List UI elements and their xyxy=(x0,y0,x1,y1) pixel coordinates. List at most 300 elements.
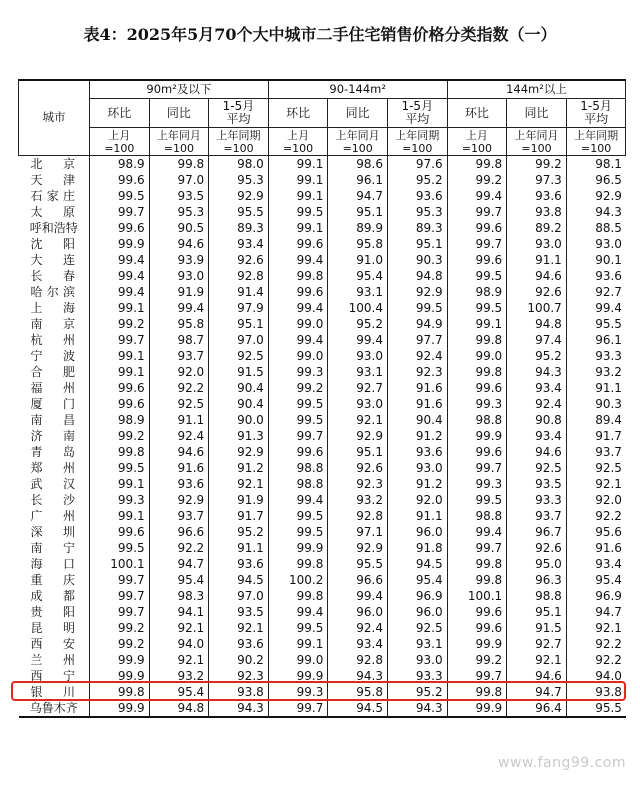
value-cell: 95.2 xyxy=(328,316,388,332)
value-cell: 99.4 xyxy=(90,252,150,268)
city-cell xyxy=(19,204,90,220)
subheader-ytd-line2: 平均 xyxy=(226,112,251,126)
value-cell: 94.3 xyxy=(566,204,626,220)
value-cell: 99.1 xyxy=(447,316,507,332)
table-row xyxy=(19,236,626,252)
table-row xyxy=(19,636,626,652)
value-cell: 95.2 xyxy=(387,172,447,188)
value-cell: 99.8 xyxy=(268,268,328,284)
value-cell: 91.7 xyxy=(209,508,269,524)
city-cell xyxy=(19,268,90,284)
value-cell: 94.6 xyxy=(507,444,567,460)
value-cell: 96.1 xyxy=(328,172,388,188)
table-row xyxy=(19,300,626,316)
city-name: 深 圳 xyxy=(30,525,75,539)
value-cell: 98.1 xyxy=(566,156,626,173)
base-yoy-line2: =100 xyxy=(521,141,552,155)
value-cell: 96.6 xyxy=(328,572,388,588)
city-cell xyxy=(19,652,90,668)
value-cell: 94.5 xyxy=(328,700,388,717)
value-cell: 95.2 xyxy=(209,524,269,540)
value-cell: 99.0 xyxy=(447,348,507,364)
value-cell: 99.4 xyxy=(447,524,507,540)
city-name: 西 安 xyxy=(30,637,75,651)
value-cell: 92.8 xyxy=(328,652,388,668)
value-cell: 93.2 xyxy=(566,364,626,380)
table-row xyxy=(19,652,626,668)
base-yoy-line1: 上年同月 xyxy=(514,128,559,142)
city-name: 青 岛 xyxy=(30,445,75,459)
value-cell: 99.2 xyxy=(90,428,150,444)
value-cell: 92.9 xyxy=(328,428,388,444)
value-cell: 90.3 xyxy=(566,396,626,412)
value-cell: 93.0 xyxy=(387,652,447,668)
value-cell: 95.5 xyxy=(566,316,626,332)
value-cell: 94.3 xyxy=(507,364,567,380)
value-cell: 99.1 xyxy=(268,220,328,236)
value-cell: 92.7 xyxy=(507,636,567,652)
value-cell: 93.4 xyxy=(566,556,626,572)
value-cell: 94.1 xyxy=(149,604,209,620)
price-index-table xyxy=(18,79,626,718)
base-ytd xyxy=(387,128,447,156)
value-cell: 91.5 xyxy=(209,364,269,380)
value-cell: 99.1 xyxy=(268,636,328,652)
value-cell: 99.0 xyxy=(268,348,328,364)
value-cell: 98.8 xyxy=(268,460,328,476)
value-cell: 92.0 xyxy=(387,492,447,508)
value-cell: 99.1 xyxy=(90,300,150,316)
value-cell: 92.9 xyxy=(149,492,209,508)
value-cell: 98.8 xyxy=(507,588,567,604)
table-row xyxy=(19,524,626,540)
value-cell: 99.2 xyxy=(90,620,150,636)
city-cell xyxy=(19,508,90,524)
base-yoy xyxy=(328,128,388,156)
value-cell: 93.5 xyxy=(507,476,567,492)
city-name: 乌鲁木齐 xyxy=(29,701,78,715)
value-cell: 90.4 xyxy=(209,396,269,412)
value-cell: 94.8 xyxy=(387,268,447,284)
value-cell: 100.1 xyxy=(447,588,507,604)
value-cell: 93.1 xyxy=(328,284,388,300)
base-ytd xyxy=(209,128,269,156)
value-cell: 99.5 xyxy=(447,268,507,284)
table-body xyxy=(19,156,626,718)
table-row xyxy=(19,444,626,460)
value-cell: 92.6 xyxy=(507,540,567,556)
value-cell: 96.6 xyxy=(149,524,209,540)
value-cell: 93.3 xyxy=(507,492,567,508)
value-cell: 91.2 xyxy=(387,428,447,444)
value-cell: 99.1 xyxy=(90,348,150,364)
value-cell: 100.7 xyxy=(507,300,567,316)
value-cell: 95.4 xyxy=(149,572,209,588)
table-row xyxy=(19,412,626,428)
value-cell: 99.6 xyxy=(268,284,328,300)
value-cell: 99.4 xyxy=(328,332,388,348)
value-cell: 99.5 xyxy=(268,396,328,412)
subheader-ytd-line2: 平均 xyxy=(584,112,609,126)
value-cell: 98.9 xyxy=(90,156,150,173)
value-cell: 92.8 xyxy=(209,268,269,284)
value-cell: 99.7 xyxy=(90,588,150,604)
value-cell: 94.9 xyxy=(387,316,447,332)
value-cell: 92.1 xyxy=(209,476,269,492)
value-cell: 93.8 xyxy=(209,684,269,700)
table-row xyxy=(19,492,626,508)
table-row xyxy=(19,684,626,700)
base-yoy xyxy=(507,128,567,156)
value-cell: 99.3 xyxy=(90,492,150,508)
value-cell: 99.9 xyxy=(90,668,150,684)
value-cell: 90.2 xyxy=(209,652,269,668)
value-cell: 91.2 xyxy=(209,460,269,476)
watermark: www.fang99.com xyxy=(498,755,626,771)
city-name: 昆 明 xyxy=(30,621,75,635)
value-cell: 91.8 xyxy=(387,540,447,556)
subheader-yoy: 同比 xyxy=(328,99,388,128)
value-cell: 94.8 xyxy=(149,700,209,717)
value-cell: 89.9 xyxy=(328,220,388,236)
value-cell: 97.7 xyxy=(387,332,447,348)
value-cell: 95.1 xyxy=(328,204,388,220)
value-cell: 95.4 xyxy=(566,572,626,588)
value-cell: 97.0 xyxy=(149,172,209,188)
value-cell: 93.2 xyxy=(328,492,388,508)
value-cell: 99.2 xyxy=(268,380,328,396)
table-row xyxy=(19,204,626,220)
value-cell: 99.6 xyxy=(90,396,150,412)
value-cell: 92.3 xyxy=(387,364,447,380)
base-ytd-line2: =100 xyxy=(402,141,433,155)
city-cell xyxy=(19,348,90,364)
value-cell: 98.8 xyxy=(447,508,507,524)
value-cell: 92.5 xyxy=(566,460,626,476)
value-cell: 99.4 xyxy=(268,300,328,316)
value-cell: 95.0 xyxy=(507,556,567,572)
value-cell: 94.6 xyxy=(149,444,209,460)
value-cell: 99.4 xyxy=(268,604,328,620)
value-cell: 92.7 xyxy=(328,380,388,396)
value-cell: 92.2 xyxy=(149,380,209,396)
value-cell: 99.3 xyxy=(447,396,507,412)
value-cell: 93.6 xyxy=(209,636,269,652)
value-cell: 96.4 xyxy=(507,700,567,717)
value-cell: 99.9 xyxy=(268,540,328,556)
value-cell: 94.5 xyxy=(387,556,447,572)
value-cell: 92.4 xyxy=(387,348,447,364)
value-cell: 94.7 xyxy=(566,604,626,620)
value-cell: 92.6 xyxy=(209,252,269,268)
base-mom-line2: =100 xyxy=(461,141,492,155)
value-cell: 95.5 xyxy=(209,204,269,220)
value-cell: 99.2 xyxy=(507,156,567,173)
value-cell: 95.4 xyxy=(328,268,388,284)
value-cell: 99.6 xyxy=(447,620,507,636)
value-cell: 94.8 xyxy=(507,316,567,332)
value-cell: 92.5 xyxy=(209,348,269,364)
subheader-ytd xyxy=(566,99,626,128)
value-cell: 94.3 xyxy=(328,668,388,684)
value-cell: 94.7 xyxy=(149,556,209,572)
value-cell: 99.7 xyxy=(90,204,150,220)
base-mom xyxy=(268,128,328,156)
value-cell: 95.1 xyxy=(387,236,447,252)
value-cell: 94.7 xyxy=(328,188,388,204)
value-cell: 93.0 xyxy=(328,348,388,364)
value-cell: 93.6 xyxy=(387,188,447,204)
value-cell: 98.3 xyxy=(149,588,209,604)
table-row xyxy=(19,396,626,412)
value-cell: 90.1 xyxy=(566,252,626,268)
value-cell: 93.4 xyxy=(209,236,269,252)
value-cell: 92.2 xyxy=(149,540,209,556)
value-cell: 92.2 xyxy=(566,508,626,524)
value-cell: 99.9 xyxy=(268,668,328,684)
table-row xyxy=(19,380,626,396)
value-cell: 88.5 xyxy=(566,220,626,236)
city-cell xyxy=(19,220,90,236)
value-cell: 99.1 xyxy=(90,364,150,380)
city-name: 南 宁 xyxy=(30,541,75,555)
subheader-mom: 环比 xyxy=(90,99,150,128)
value-cell: 96.5 xyxy=(566,172,626,188)
value-cell: 92.2 xyxy=(566,652,626,668)
value-cell: 99.8 xyxy=(447,156,507,173)
city-cell xyxy=(19,636,90,652)
value-cell: 91.6 xyxy=(149,460,209,476)
city-cell xyxy=(19,572,90,588)
value-cell: 99.5 xyxy=(90,460,150,476)
value-cell: 92.7 xyxy=(566,284,626,300)
value-cell: 90.8 xyxy=(507,412,567,428)
base-mom-line2: =100 xyxy=(104,141,135,155)
value-cell: 91.1 xyxy=(209,540,269,556)
value-cell: 93.0 xyxy=(149,268,209,284)
value-cell: 99.5 xyxy=(447,492,507,508)
value-cell: 99.4 xyxy=(268,252,328,268)
city-cell xyxy=(19,620,90,636)
value-cell: 90.3 xyxy=(387,252,447,268)
value-cell: 99.9 xyxy=(90,236,150,252)
value-cell: 99.7 xyxy=(90,572,150,588)
value-cell: 99.7 xyxy=(447,236,507,252)
value-cell: 99.3 xyxy=(268,364,328,380)
city-cell xyxy=(19,156,90,173)
subheader-ytd xyxy=(387,99,447,128)
city-cell xyxy=(19,700,90,717)
value-cell: 94.6 xyxy=(149,236,209,252)
value-cell: 99.1 xyxy=(268,156,328,173)
city-column-header: 城市 xyxy=(19,80,90,156)
value-cell: 99.9 xyxy=(447,700,507,717)
table-row xyxy=(19,284,626,300)
value-cell: 91.9 xyxy=(209,492,269,508)
base-mom-line1: 上月 xyxy=(465,128,488,142)
value-cell: 91.7 xyxy=(566,428,626,444)
value-cell: 97.1 xyxy=(328,524,388,540)
value-cell: 96.0 xyxy=(387,604,447,620)
value-cell: 89.4 xyxy=(566,412,626,428)
value-cell: 99.8 xyxy=(90,684,150,700)
value-cell: 98.7 xyxy=(149,332,209,348)
value-cell: 99.6 xyxy=(447,444,507,460)
value-cell: 90.0 xyxy=(209,412,269,428)
value-cell: 99.0 xyxy=(268,652,328,668)
value-cell: 99.4 xyxy=(90,268,150,284)
value-cell: 94.5 xyxy=(209,572,269,588)
value-cell: 93.1 xyxy=(328,364,388,380)
value-cell: 99.8 xyxy=(149,156,209,173)
base-yoy-line1: 上年同月 xyxy=(335,128,380,142)
value-cell: 93.7 xyxy=(507,508,567,524)
city-name: 沈 阳 xyxy=(30,237,75,251)
group-header-small: 90m²及以下 xyxy=(90,80,269,99)
value-cell: 94.3 xyxy=(387,700,447,717)
city-cell xyxy=(19,524,90,540)
value-cell: 97.9 xyxy=(209,300,269,316)
value-cell: 99.6 xyxy=(90,380,150,396)
group-header-large: 144m²以上 xyxy=(447,80,626,99)
city-name: 大 连 xyxy=(30,253,75,267)
base-ytd-line1: 上年同期 xyxy=(216,128,261,142)
value-cell: 92.3 xyxy=(328,476,388,492)
city-name: 兰 州 xyxy=(30,653,75,667)
city-cell xyxy=(19,396,90,412)
city-name: 长 沙 xyxy=(30,493,75,507)
table-row xyxy=(19,428,626,444)
value-cell: 96.1 xyxy=(566,332,626,348)
table-row xyxy=(19,332,626,348)
base-mom-line1: 上月 xyxy=(108,128,131,142)
city-cell xyxy=(19,172,90,188)
city-cell xyxy=(19,668,90,684)
value-cell: 91.6 xyxy=(387,396,447,412)
value-cell: 92.1 xyxy=(328,412,388,428)
table-row xyxy=(19,700,626,717)
value-cell: 92.4 xyxy=(507,396,567,412)
value-cell: 93.5 xyxy=(209,604,269,620)
value-cell: 99.8 xyxy=(447,556,507,572)
city-name: 天 津 xyxy=(30,173,75,187)
value-cell: 92.5 xyxy=(149,396,209,412)
value-cell: 96.9 xyxy=(387,588,447,604)
value-cell: 100.1 xyxy=(90,556,150,572)
value-cell: 94.0 xyxy=(566,668,626,684)
value-cell: 93.0 xyxy=(387,460,447,476)
value-cell: 90.4 xyxy=(387,412,447,428)
value-cell: 100.2 xyxy=(268,572,328,588)
subheader-mom: 环比 xyxy=(447,99,507,128)
city-cell xyxy=(19,188,90,204)
value-cell: 95.4 xyxy=(149,684,209,700)
value-cell: 93.0 xyxy=(507,236,567,252)
value-cell: 95.4 xyxy=(387,572,447,588)
value-cell: 99.7 xyxy=(268,700,328,717)
value-cell: 96.7 xyxy=(507,524,567,540)
city-cell xyxy=(19,236,90,252)
value-cell: 99.6 xyxy=(447,604,507,620)
city-cell xyxy=(19,556,90,572)
value-cell: 99.7 xyxy=(90,604,150,620)
subheader-ytd-line1: 1-5月 xyxy=(222,99,255,113)
value-cell: 92.8 xyxy=(328,508,388,524)
value-cell: 95.6 xyxy=(566,524,626,540)
value-cell: 99.1 xyxy=(90,508,150,524)
value-cell: 93.5 xyxy=(149,188,209,204)
value-cell: 98.8 xyxy=(268,476,328,492)
value-cell: 99.9 xyxy=(90,700,150,717)
base-mom xyxy=(90,128,150,156)
value-cell: 93.3 xyxy=(566,348,626,364)
value-cell: 93.7 xyxy=(149,508,209,524)
city-cell xyxy=(19,444,90,460)
city-name: 济 南 xyxy=(30,429,75,443)
value-cell: 91.2 xyxy=(387,476,447,492)
value-cell: 93.8 xyxy=(566,684,626,700)
value-cell: 99.4 xyxy=(149,300,209,316)
value-cell: 94.6 xyxy=(507,268,567,284)
city-name: 杭 州 xyxy=(30,333,75,347)
value-cell: 99.8 xyxy=(447,364,507,380)
value-cell: 99.2 xyxy=(90,636,150,652)
city-name: 南 京 xyxy=(30,317,75,331)
value-cell: 99.4 xyxy=(268,332,328,348)
group-header-medium: 90-144m² xyxy=(268,80,447,99)
value-cell: 91.5 xyxy=(507,620,567,636)
value-cell: 95.3 xyxy=(387,204,447,220)
city-cell xyxy=(19,316,90,332)
city-name: 重 庆 xyxy=(30,573,75,587)
value-cell: 99.6 xyxy=(447,252,507,268)
base-yoy-line2: =100 xyxy=(342,141,373,155)
city-name: 石 家 庄 xyxy=(30,189,75,203)
value-cell: 97.0 xyxy=(209,332,269,348)
base-ytd xyxy=(566,128,626,156)
value-cell: 99.1 xyxy=(268,188,328,204)
value-cell: 99.7 xyxy=(447,460,507,476)
city-name: 郑 州 xyxy=(30,461,75,475)
value-cell: 99.2 xyxy=(447,172,507,188)
value-cell: 98.0 xyxy=(209,156,269,173)
value-cell: 96.3 xyxy=(507,572,567,588)
base-mom xyxy=(447,128,507,156)
city-cell xyxy=(19,252,90,268)
subheader-ytd xyxy=(209,99,269,128)
value-cell: 100.4 xyxy=(328,300,388,316)
value-cell: 95.3 xyxy=(209,172,269,188)
subheader-yoy: 同比 xyxy=(507,99,567,128)
value-cell: 99.7 xyxy=(90,332,150,348)
city-cell xyxy=(19,412,90,428)
value-cell: 93.6 xyxy=(387,444,447,460)
value-cell: 89.3 xyxy=(209,220,269,236)
value-cell: 93.0 xyxy=(566,236,626,252)
value-cell: 99.5 xyxy=(268,412,328,428)
value-cell: 98.9 xyxy=(90,412,150,428)
city-cell xyxy=(19,364,90,380)
value-cell: 99.5 xyxy=(268,508,328,524)
value-cell: 93.9 xyxy=(149,252,209,268)
value-cell: 90.5 xyxy=(149,220,209,236)
value-cell: 91.6 xyxy=(566,540,626,556)
value-cell: 89.3 xyxy=(387,220,447,236)
base-yoy-line1: 上年同月 xyxy=(156,128,201,142)
value-cell: 89.2 xyxy=(507,220,567,236)
value-cell: 92.6 xyxy=(328,460,388,476)
value-cell: 94.3 xyxy=(209,700,269,717)
